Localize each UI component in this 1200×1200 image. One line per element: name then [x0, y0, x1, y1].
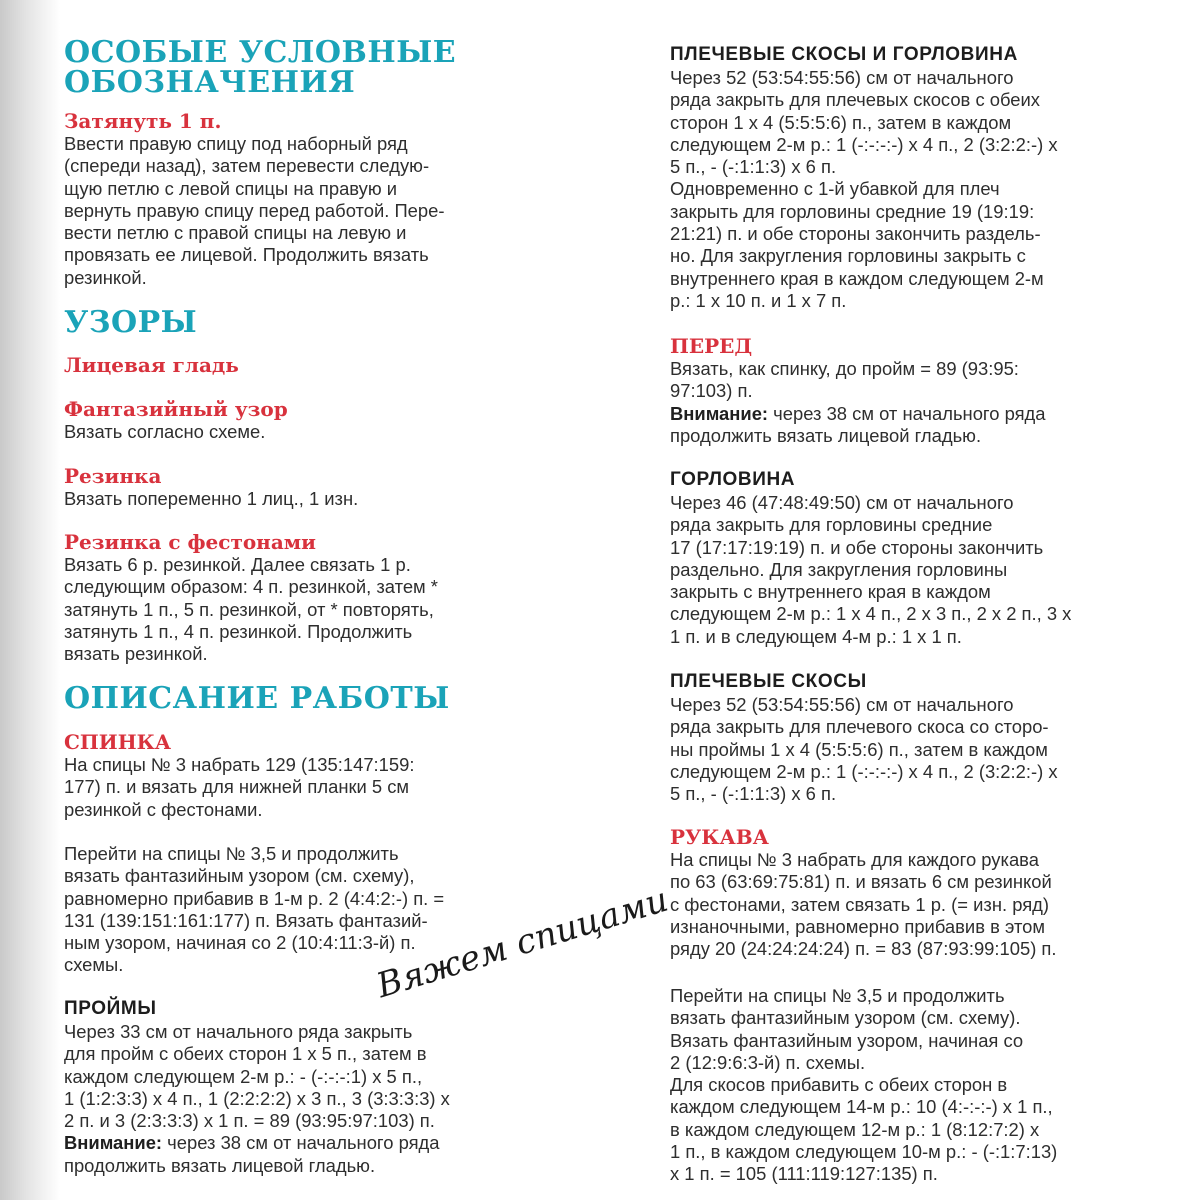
text-sleeves-1: На спицы № 3 набрать для каждого рукава по 63 (63:69:75:81) п. и вязать 6 см резинкой с фестонами, затем связать 1 р. (= изн. ряд) изнаночными, равномерно прибавив в этом ряду 20 (24:24:24:24) п. = 83 (87:93:99:105) п.	[670, 849, 1057, 960]
text-front: Вязать, как спинку, до пройм = 89 (93:95: 97:103) п. Внимание: через 38 см от начального ряда продолжить вязать лицевой гладью.	[670, 358, 1046, 446]
text-sleeves-2: Перейти на спицы № 3,5 и продолжить вязать фантазийным узором (см. схему). Вязать фантазийным узором, начиная со 2 (12:9:6:3-й) п. схемы. Для скосов прибавить с обеих сторон в каждом следующем 14-м р.: 10 (4:-:-:-) х 1 п., в каждом следующем 12-м р.: 1 (8:12:7:2) х 1 п., в каждом следующем 10-м р.: - (-:1:7:13) х 1 п. = 105 (111:119:127:135) п.	[670, 985, 1058, 1185]
text-armholes: Через 33 см от начального ряда закрыть для пройм с обеих сторон 1 х 5 п., затем в каждом следующем 2-м р.: - (-:-:-:1) х 5 п., 1 (1:2:3:3) х 4 п., 1 (2:2:2:2) х 3 п., 3 (3:3:3:3) х 2 п. и 3 (2:3:3:3) х 1 п. = 89 (93:95:97:103) п. Внимание: через 38 см от начального ряда продолжить вязать лицевой гладью.	[64, 1021, 450, 1176]
text-back-1: На спицы № 3 набрать 129 (135:147:159: 177) п. и вязать для нижней планки 5 см резинкой с фестонами.	[64, 754, 415, 820]
heading-armholes: ПРОЙМЫ	[64, 998, 157, 1019]
page-fold-shadow	[0, 0, 60, 1200]
text-rib-scallop: Вязать 6 р. резинкой. Далее связать 1 р. следующим образом: 4 п. резинкой, затем * затянуть 1 п., 5 п. резинкой, от * повторять, затянуть 1 п., 4 п. резинкой. Продолжить вязать резинкой.	[64, 554, 438, 665]
text-zatyanut: Ввести правую спицу под наборный ряд (спереди назад), затем перевести следую- щую петлю с левой спицы на правую и вернуть правую спицу перед работой. Пере- вести петлю с правой спицы на левую и провязать ее лицевой. Продолжить вязать резинкой.	[64, 133, 445, 288]
heading-rib: Резинка	[64, 464, 162, 488]
heading-sleeves: РУКАВА	[670, 825, 769, 849]
heading-front: ПЕРЕД	[670, 334, 753, 358]
heading-back: СПИНКА	[64, 730, 172, 754]
watermark-signature: Вяжем спицами	[372, 879, 673, 1007]
section-title-patterns: УЗОРЫ	[64, 305, 198, 340]
heading-fancy-pattern: Фантазийный узор	[64, 397, 288, 421]
heading-rib-scallop: Резинка с фестонами	[64, 530, 316, 554]
heading-face-stitch: Лицевая гладь	[64, 353, 239, 377]
heading-shoulder-neck: ПЛЕЧЕВЫЕ СКОСЫ И ГОРЛОВИНА	[670, 44, 1018, 65]
text-shoulder-slopes: Через 52 (53:54:55:56) см от начального ряда закрыть для плечевого скоса со сторо- ны проймы 1 х 4 (5:5:5:6) п., затем в каждом следующем 2-м р.: 1 (-:-:-:-) х 4 п., 2 (3:2:2:-) х 5 п., - (-:1:1:3) х 6 п.	[670, 694, 1058, 805]
attention-label: Внимание:	[64, 1132, 163, 1154]
heading-zatyanut: Затянуть 1 п.	[64, 109, 222, 133]
heading-neck: ГОРЛОВИНА	[670, 469, 796, 490]
section-title-work-description: ОПИСАНИЕ РАБОТЫ	[64, 681, 450, 716]
text-rib: Вязать попеременно 1 лиц., 1 изн.	[64, 488, 359, 509]
text-fancy-pattern: Вязать согласно схеме.	[64, 421, 266, 442]
heading-shoulder-slopes: ПЛЕЧЕВЫЕ СКОСЫ	[670, 671, 867, 692]
section-title-special-symbols: ОСОБЫЕ УСЛОВНЫЕ ОБОЗНАЧЕНИЯ	[64, 35, 457, 100]
text-shoulder-neck: Через 52 (53:54:55:56) см от начального ряда закрыть для плечевых скосов с обеих сторон 1 х 4 (5:5:5:6) п., затем в каждом следующем 2-м р.: 1 (-:-:-:-) х 4 п., 2 (3:2:2:-) х 5 п., - (-:1:1:3) х 6 п. Одновременно с 1-й убавкой для плеч закрыть для горловины средние 19 (19:19: 21:21) п. и обе стороны закончить раздель- но. Для закругления горловины закрыть с внутреннего края в каждом следующем 2-м р.: 1 х 10 п. и 1 х 7 п.	[670, 67, 1058, 311]
text-neck: Через 46 (47:48:49:50) см от начального ряда закрыть для горловины средние 17 (17:17:19:19) п. и обе стороны закончить раздельно. Для закругления горловины закрыть с внутреннего края в каждом следующем 2-м р.: 1 х 4 п., 2 х 3 п., 2 х 2 п., 3 х 1 п. и в следующем 4-м р.: 1 х 1 п.	[670, 492, 1072, 647]
attention-label: Внимание:	[670, 402, 769, 424]
text-back-2: Перейти на спицы № 3,5 и продолжить вязать фантазийным узором (см. схему), равномерно прибавив в 1-м р. 2 (4:4:2:-) п. = 131 (139:151:161:177) п. Вязать фантазий- ным узором, начиная со 2 (10:4:11:3-й) п. схемы.	[64, 843, 445, 976]
